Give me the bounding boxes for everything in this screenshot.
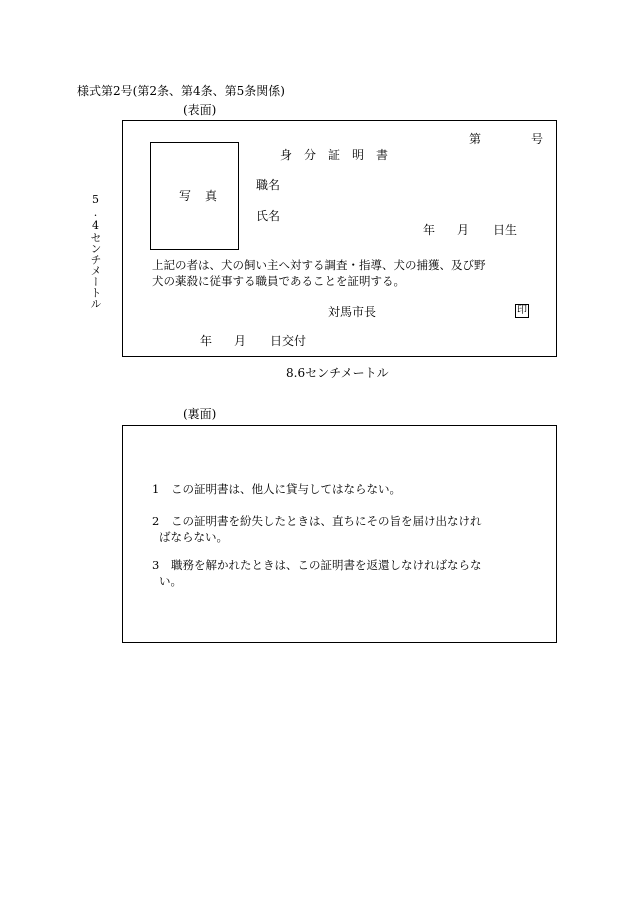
birth-day-label: 日生 [493,223,518,237]
form-title: 様式第2号(第2条、第4条、第5条関係) [77,84,285,98]
notice-text-continued: い。 [159,574,182,588]
number-suffix: 号 [531,132,544,146]
notice-text: この証明書は、他人に貸与してはならない。 [171,482,401,496]
birth-year-label: 年 [423,223,436,237]
name-label: 氏名 [256,209,281,223]
front-card [122,120,557,357]
photo-label: 写真 [179,189,232,203]
notice-number: 3 [152,558,160,572]
issue-day-label: 日交付 [270,334,307,348]
number-prefix: 第 [469,132,482,146]
card-title: 身分証明書 [280,148,401,162]
front-side-label: (表面) [183,103,217,117]
certification-text-line2: 犬の薬殺に従事する職員であることを証明する。 [152,274,405,288]
photo-box [150,142,239,250]
seal-mark: 印 [517,305,527,316]
notice-text-continued: ばならない。 [159,530,228,544]
issuer-mayor: 対馬市長 [328,305,377,319]
notice-text: 職務を解かれたときは、この証明書を返還しなければならな [171,558,482,572]
issue-year-label: 年 [200,334,213,348]
width-dimension-label: 8.6センチメートル [286,366,389,380]
notice-text: この証明書を紛失したときは、直ちにその旨を届け出なけれ [171,514,482,528]
notice-number: 1 [152,482,160,496]
height-dimension-label: 5.4センチメートル [89,193,102,309]
issue-month-label: 月 [234,334,247,348]
birth-month-label: 月 [457,223,470,237]
notice-number: 2 [152,514,160,528]
job-title-label: 職名 [256,178,281,192]
certification-text-line1: 上記の者は、犬の飼い主へ対する調査・指導、犬の捕獲、及び野 [152,258,486,272]
back-side-label: (裏面) [183,407,217,421]
back-card [122,425,557,643]
